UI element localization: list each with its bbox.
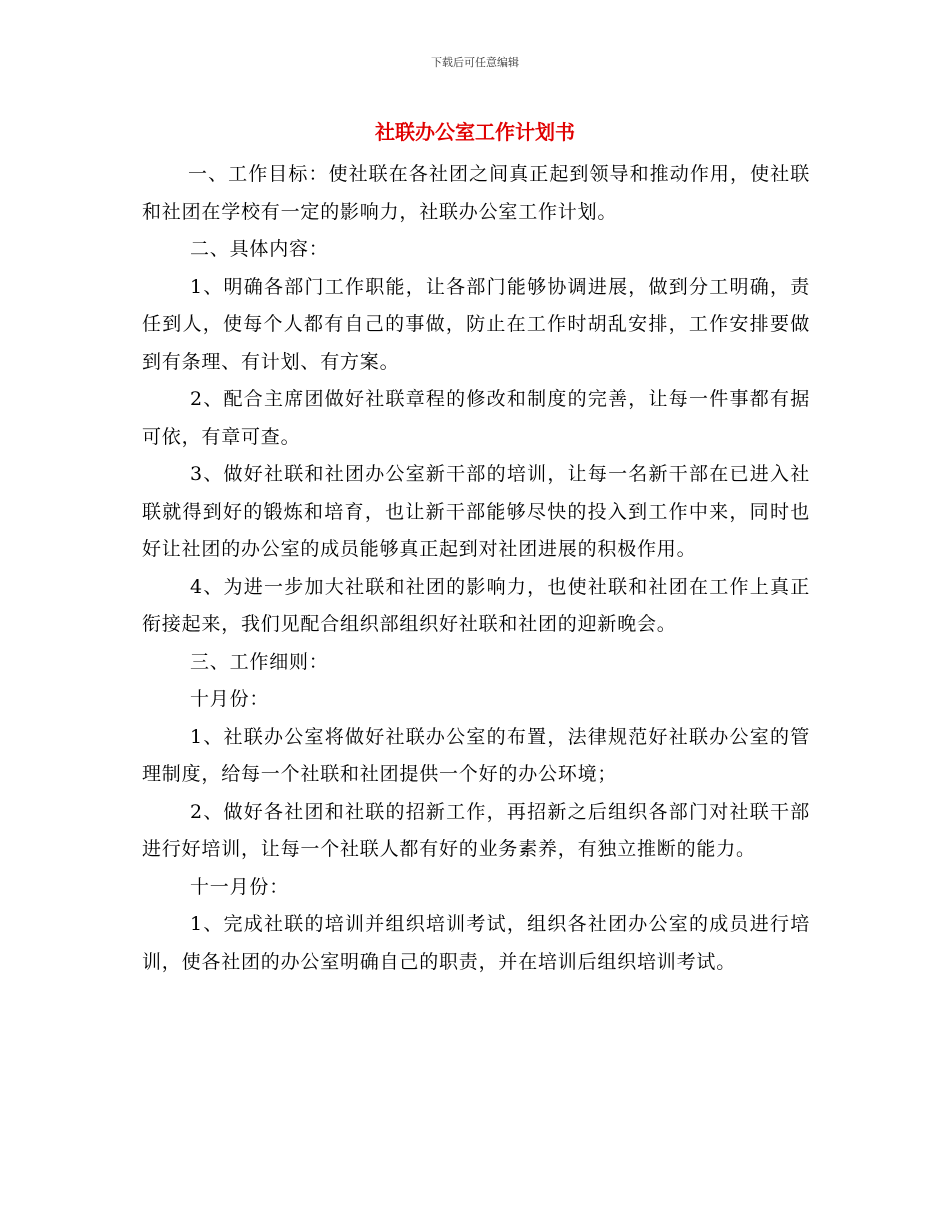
paragraph-october-item-2: 2、做好各社团和社联的招新工作，再招新之后组织各部门对社联干部进行好培训，让每一个社联人都有好的业务素养，有独立推断的能力。 bbox=[142, 800, 810, 860]
paragraph-item-4: 4、为进一步加大社联和社团的影响力，也使社联和社团在工作上真正衔接起来，我们见配合组织部组织好社联和社团的迎新晚会。 bbox=[142, 575, 810, 635]
paragraph-november-item-1: 1、完成社联的培训并组织培训考试，组织各社团办公室的成员进行培训，使各社团的办公室明确自己的职责，并在培训后组织培训考试。 bbox=[142, 913, 810, 973]
paragraph-rules-heading: 三、工作细则： bbox=[190, 650, 329, 673]
paragraph-item-1: 1、明确各部门工作职能，让各部门能够协调进展，做到分工明确，责任到人，使每个人都有自己的事做，防止在工作时胡乱安排，工作安排要做到有条理、有计划、有方案。 bbox=[142, 275, 810, 373]
paragraph-content-heading: 二、具体内容： bbox=[190, 238, 329, 260]
document-title: 社联办公室工作计划书 bbox=[375, 120, 575, 144]
paragraph-item-3: 3、做好社联和社团办公室新干部的培训，让每一名新干部在已进入社联就得到好的锻炼和培育，也让新干部能够尽快的投入到工作中来，同时也好让社团的办公室的成员能够真正起到对社团进展的积极作用。 bbox=[142, 463, 810, 560]
paragraph-october-heading: 十月份： bbox=[190, 688, 270, 710]
paragraph-october-item-1: 1、社联办公室将做好社联办公室的布置，法律规范好社联办公室的管理制度，给每一个社联和社团提供一个好的办公环境； bbox=[142, 725, 810, 785]
paragraph-goal: 一、工作目标：使社联在各社团之间真正起到领导和推动作用，使社联和社团在学校有一定的影响力，社联办公室工作计划。 bbox=[142, 163, 810, 223]
paragraph-item-2: 2、配合主席团做好社联章程的修改和制度的完善，让每一件事都有据可依，有章可查。 bbox=[142, 388, 810, 448]
document-body bbox=[142, 156, 810, 981]
header-note: 下载后可任意编辑 bbox=[431, 56, 519, 69]
paragraph-november-heading: 十一月份： bbox=[190, 875, 290, 898]
